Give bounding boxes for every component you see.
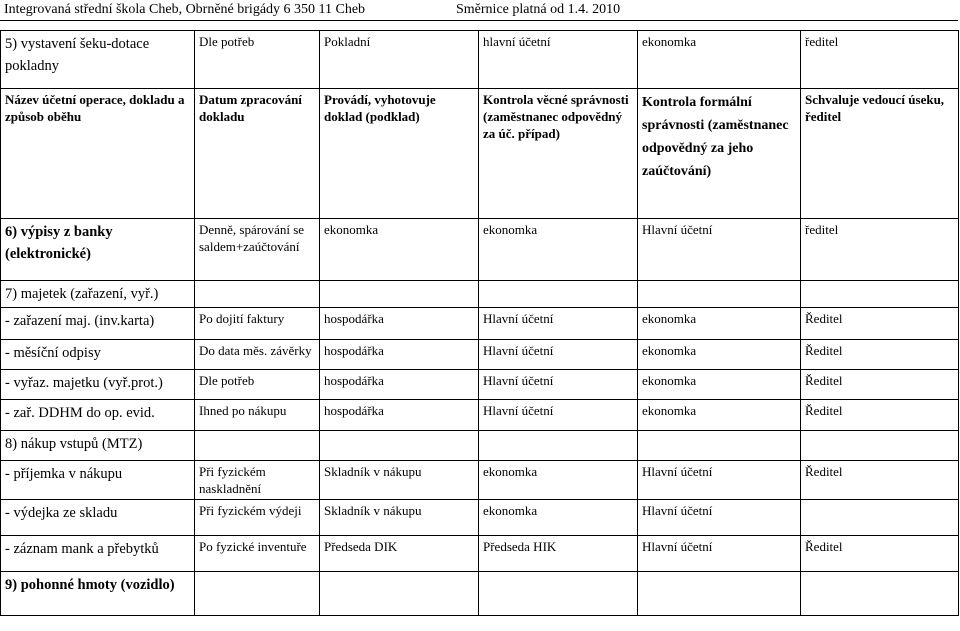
- column-header: Kontrola věcné správnosti (zaměstnanec odpovědný za úč. případ): [479, 89, 638, 219]
- operation-name: - výdejka ze skladu: [1, 500, 195, 536]
- operation-name: - zařazení maj. (inv.karta): [1, 308, 195, 340]
- formal-check-cell: ekonomka: [638, 370, 801, 400]
- frequency-cell: Denně, spárování se saldem+zaúčtování: [195, 219, 320, 281]
- column-header: Schvaluje vedoucí úseku, ředitel: [801, 89, 959, 219]
- section-title: 8) nákup vstupů (MTZ): [1, 431, 195, 461]
- material-check-cell: Hlavní účetní: [479, 308, 638, 340]
- frequency-cell: Dle potřeb: [195, 370, 320, 400]
- frequency-cell: Při fyzickém výdeji: [195, 500, 320, 536]
- operation-name: - měsíční odpisy: [1, 340, 195, 370]
- section-row: [1, 572, 959, 616]
- section-title: 9) pohonné hmoty (vozidlo): [1, 572, 195, 616]
- frequency-cell: Ihned po nákupu: [195, 400, 320, 431]
- performer-cell: hospodářka: [320, 400, 479, 431]
- section-row: [1, 281, 959, 308]
- formal-check-cell: Hlavní účetní: [638, 219, 801, 281]
- approver-cell: ředitel: [801, 31, 959, 89]
- approver-cell: Ředitel: [801, 370, 959, 400]
- frequency-cell: Do data měs. závěrky: [195, 340, 320, 370]
- accounting-table: [0, 30, 958, 616]
- frequency-cell: Po fyzické inventuře: [195, 536, 320, 572]
- performer-cell: hospodářka: [320, 308, 479, 340]
- performer-cell: Pokladní: [320, 31, 479, 89]
- operation-name: - příjemka v nákupu: [1, 461, 195, 500]
- performer-cell: ekonomka: [320, 219, 479, 281]
- table-row: [1, 400, 959, 431]
- material-check-cell: ekonomka: [479, 500, 638, 536]
- column-header: Kontrola formální správnosti (zaměstnanec odpovědný za jeho zaúčtování): [638, 89, 801, 219]
- column-header: Provádí, vyhotovuje doklad (podklad): [320, 89, 479, 219]
- formal-check-cell: ekonomka: [638, 340, 801, 370]
- material-check-cell: Předseda HIK: [479, 536, 638, 572]
- operation-name: - záznam mank a přebytků: [1, 536, 195, 572]
- section-title: 7) majetek (zařazení, vyř.): [1, 281, 195, 308]
- operation-name: 5) vystavení šeku-dotace pokladny: [1, 31, 195, 89]
- school-name: Integrovaná střední škola Cheb, Obrněné brigády 6 350 11 Cheb: [4, 2, 366, 17]
- operation-name: - zař. DDHM do op. evid.: [1, 400, 195, 431]
- formal-check-cell: Hlavní účetní: [638, 536, 801, 572]
- table-row: [1, 370, 959, 400]
- table-row: [1, 461, 959, 500]
- material-check-cell: Hlavní účetní: [479, 340, 638, 370]
- column-header: Datum zpracování dokladu: [195, 89, 320, 219]
- directive-validity: Směrnice platná od 1.4. 2010: [456, 2, 621, 17]
- table-row: [1, 31, 959, 89]
- material-check-cell: hlavní účetní: [479, 31, 638, 89]
- performer-cell: Skladník v nákupu: [320, 461, 479, 500]
- formal-check-cell: ekonomka: [638, 308, 801, 340]
- column-header: Název účetní operace, dokladu a způsob oběhu: [1, 89, 195, 219]
- approver-cell: Ředitel: [801, 536, 959, 572]
- section-row: [1, 431, 959, 461]
- approver-cell: [801, 500, 959, 536]
- material-check-cell: Hlavní účetní: [479, 370, 638, 400]
- approver-cell: Ředitel: [801, 308, 959, 340]
- performer-cell: Předseda DIK: [320, 536, 479, 572]
- performer-cell: hospodářka: [320, 370, 479, 400]
- table-row: [1, 219, 959, 281]
- approver-cell: ředitel: [801, 219, 959, 281]
- operation-name: - vyřaz. majetku (vyř.prot.): [1, 370, 195, 400]
- formal-check-cell: ekonomka: [638, 31, 801, 89]
- performer-cell: hospodářka: [320, 340, 479, 370]
- material-check-cell: Hlavní účetní: [479, 400, 638, 431]
- approver-cell: Ředitel: [801, 461, 959, 500]
- column-header-row: [1, 89, 959, 219]
- material-check-cell: ekonomka: [479, 461, 638, 500]
- frequency-cell: Při fyzickém naskladnění: [195, 461, 320, 500]
- formal-check-cell: ekonomka: [638, 400, 801, 431]
- approver-cell: Ředitel: [801, 400, 959, 431]
- formal-check-cell: Hlavní účetní: [638, 500, 801, 536]
- material-check-cell: ekonomka: [479, 219, 638, 281]
- formal-check-cell: Hlavní účetní: [638, 461, 801, 500]
- page-header: [0, 0, 958, 21]
- performer-cell: Skladník v nákupu: [320, 500, 479, 536]
- approver-cell: Ředitel: [801, 340, 959, 370]
- table-row: [1, 340, 959, 370]
- frequency-cell: Po dojití faktury: [195, 308, 320, 340]
- operation-name: 6) výpisy z banky (elektronické): [1, 219, 195, 281]
- table-row: [1, 308, 959, 340]
- frequency-cell: Dle potřeb: [195, 31, 320, 89]
- table-row: [1, 536, 959, 572]
- table-row: [1, 500, 959, 536]
